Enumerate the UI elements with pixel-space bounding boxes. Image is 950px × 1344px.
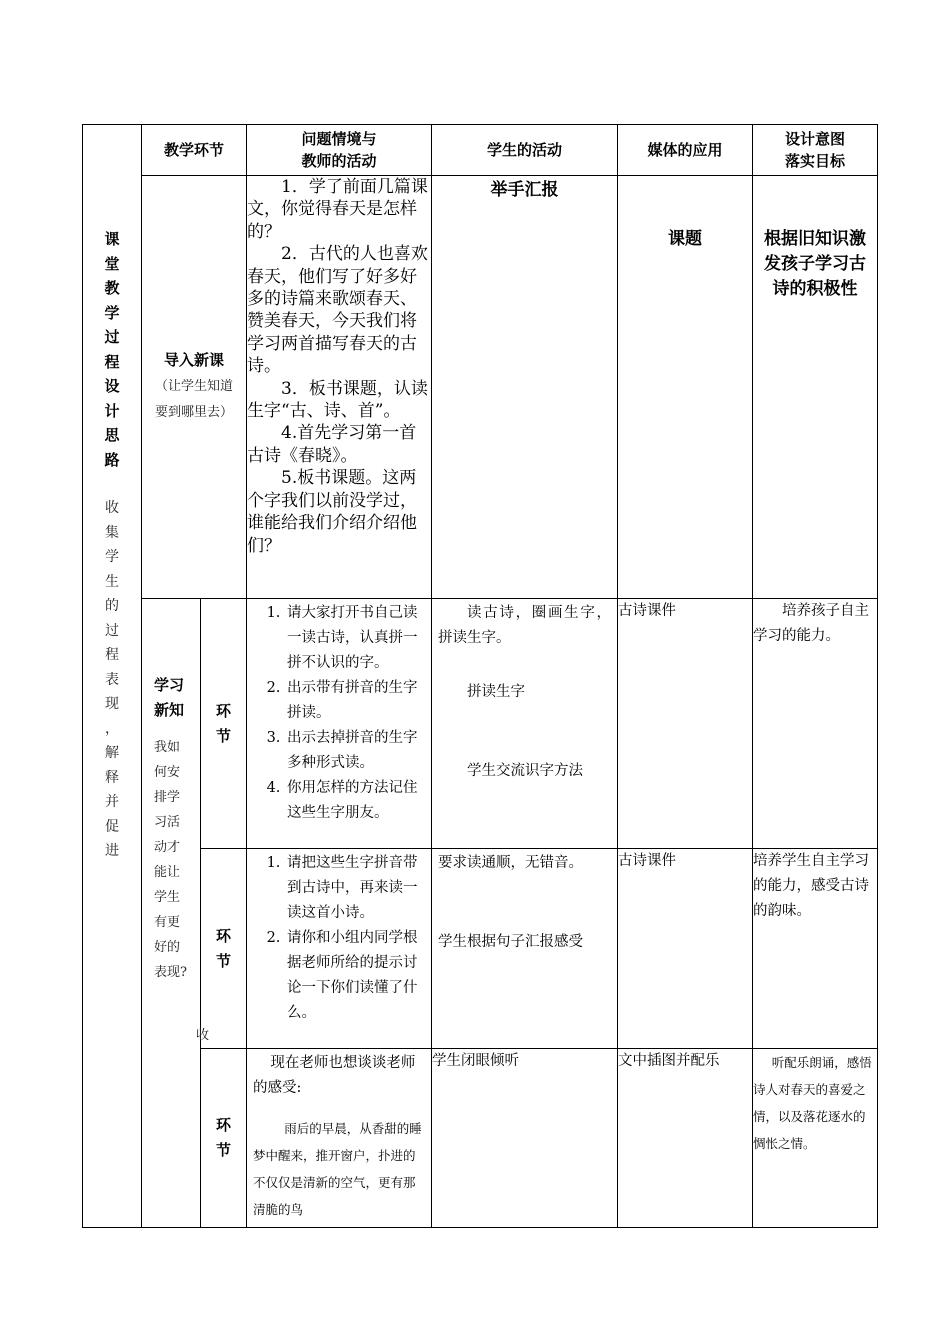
step1-teacher-cell (247, 599, 432, 849)
intro-teacher-item: 3．板书课题，认读生字“古、诗、首”。 (247, 378, 428, 422)
header-media: 媒体的应用 (618, 125, 753, 176)
step2-teacher-cell (247, 849, 432, 1049)
intro-teacher-item: 2．古代的人也喜欢春天，他们写了好多好多的诗篇来歌颂春天、赞美春天，今天我们将学习两首描写春天的古诗。 (247, 244, 428, 377)
step3-design: 听配乐朗诵，感悟诗人对春天的喜爱之情，以及落花逐水的惆怅之情。 (753, 1049, 878, 1228)
header-teacher: 问题情境与 教师的活动 (247, 125, 432, 176)
step2-design: 培养学生自主学习的能力，感受古诗的韵味。 (753, 849, 878, 1049)
intro-stage-title: 导入新课 (164, 350, 225, 369)
step2-teacher-item: 2. 请你和小组内同学根据老师所给的提示讨论一下你们读懂了什么。 (285, 926, 427, 1026)
intro-design-cell (753, 176, 878, 599)
learn-row-2 (83, 849, 878, 1049)
step-label: 环 节 (201, 849, 247, 1049)
stray-character: 收 (196, 1028, 210, 1043)
step1-teacher-item: 4. 你用怎样的方法记住这些生字朋友。 (285, 776, 427, 826)
step1-teacher-item: 1. 请大家打开书自己读一读古诗，认真拼一拼不认识的字。 (285, 601, 427, 676)
intro-media-cell (618, 176, 753, 599)
step3-teacher-text: 雨后的早晨，从香甜的睡梦中醒来，推开窗户，扑进的不仅仅是清新的空气，更有那清脆的鸟 (253, 1121, 422, 1217)
step2-student-1: 要求读通顺，无错音。 (438, 855, 584, 871)
step3-teacher-intro: 现在老师也想谈谈老师的感受: (253, 1055, 416, 1096)
intro-student-cell (432, 176, 618, 599)
intro-row (83, 176, 878, 599)
step1-design: 培养孩子自主学习的能力。 (753, 599, 878, 849)
side-label-bold: 课 堂 教 学 过 程 设 计 思 路 (104, 230, 120, 469)
intro-teacher-cell (247, 176, 432, 599)
step2-student-2: 学生根据句子汇报感受 (438, 934, 584, 950)
learn-stage-title: 学习 新知 (154, 676, 185, 719)
intro-student: 举手汇报 (490, 180, 559, 200)
step3-student: 学生闭眼倾听 (432, 1049, 618, 1228)
step1-student-2: 拼读生字 (467, 684, 526, 700)
header-student: 学生的活动 (432, 125, 618, 176)
lesson-plan-table (82, 124, 878, 1228)
step1-teacher-item: 2. 出示带有拼音的生字拼读。 (285, 676, 427, 726)
step1-media: 古诗课件 (618, 599, 753, 849)
header-stage: 教学环节 (142, 125, 247, 176)
learn-stage-subtitle: 我如何安排学习活动才能让学生有更好的表现? (154, 740, 187, 980)
header-row (83, 125, 878, 176)
intro-media: 课题 (668, 229, 703, 249)
step2-teacher-item: 1. 请把这些生字拼音带到古诗中，再来读一读这首小诗。 (285, 851, 427, 926)
intro-stage-subtitle: （让学生知道要到哪里去） (155, 378, 234, 420)
step1-student-cell (432, 599, 618, 849)
intro-stage-cell (142, 176, 247, 599)
step1-student-1: 读古诗，圈画生字，拼读生字。 (438, 605, 612, 646)
step3-media: 文中插图并配乐 (618, 1049, 753, 1228)
step1-student-3: 学生交流识字方法 (467, 763, 584, 779)
learn-row-3 (83, 1049, 878, 1228)
header-design: 设计意图 落实目标 (753, 125, 878, 176)
side-label-normal: 收 集 学 生 的 过 程 表 现 ， 解 释 并 促 进 (105, 500, 119, 859)
intro-teacher-item: 1．学了前面几篇课文，你觉得春天是怎样的？ (247, 177, 428, 242)
intro-teacher-item: 5.板书课题。这两个字我们以前没学过，谁能给我们介绍介绍他们？ (247, 468, 418, 556)
learn-row-1 (83, 599, 878, 849)
step1-teacher-item: 3. 出示去掉拼音的生字多种形式读。 (285, 726, 427, 776)
step-label: 环 节 (201, 599, 247, 849)
intro-design: 根据旧知识激发孩子学习古诗的积极性 (764, 229, 867, 299)
step-label: 环 节 (201, 1049, 247, 1228)
step2-media: 古诗课件 (618, 849, 753, 1049)
step2-student-cell (432, 849, 618, 1049)
intro-teacher-item: 4.首先学习第一首古诗《春晓》。 (247, 423, 417, 466)
learn-stage-cell (142, 599, 201, 1228)
step3-teacher-cell (247, 1049, 432, 1228)
side-label-cell (83, 125, 142, 1228)
